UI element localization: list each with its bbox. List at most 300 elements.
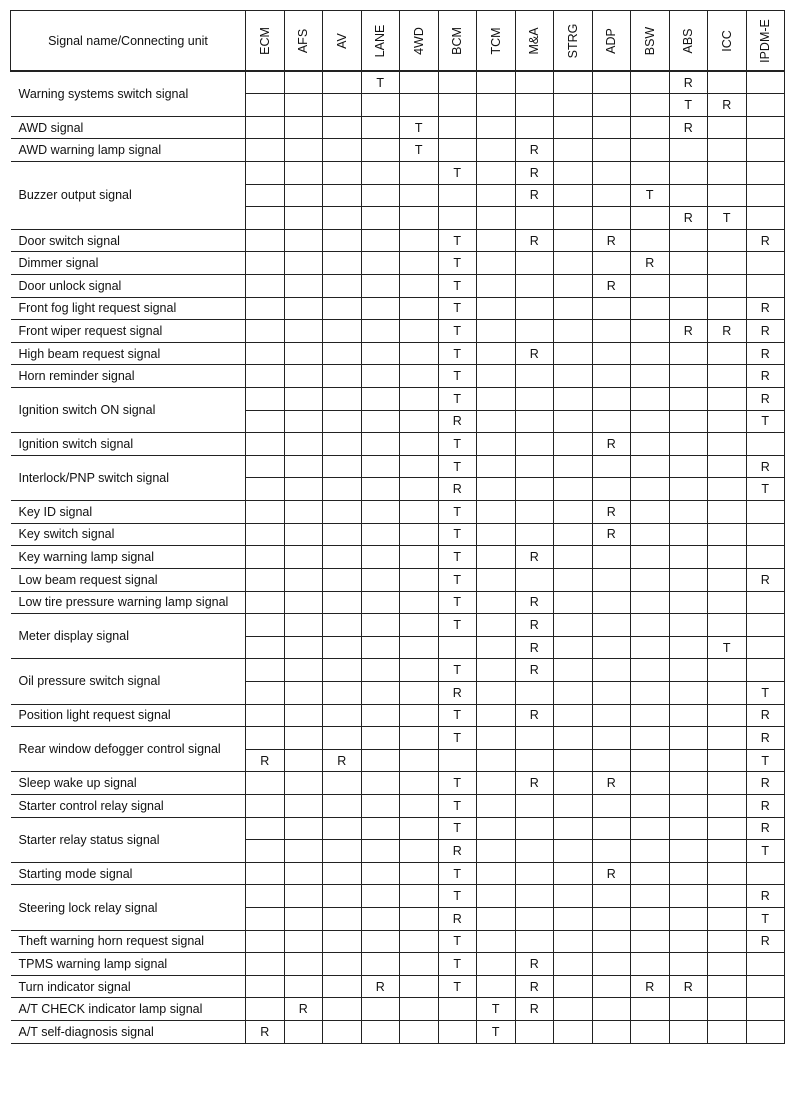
cell-icc: R <box>708 94 747 117</box>
cell-abs <box>669 546 708 569</box>
cell-tcm <box>477 274 516 297</box>
cell-bsw <box>631 365 670 388</box>
cell-adp: R <box>592 501 631 524</box>
cell-ecm <box>246 94 285 117</box>
signal-name-door-switch-signal: Door switch signal <box>11 229 246 252</box>
header-unit-label: ABS <box>681 27 696 54</box>
cell-tcm <box>477 930 516 953</box>
cell-manda <box>515 817 554 840</box>
cell-4wd <box>400 795 439 818</box>
cell-bsw <box>631 930 670 953</box>
header-unit-ipdm-e <box>746 11 785 72</box>
cell-icc <box>708 410 747 433</box>
cell-abs <box>669 501 708 524</box>
cell-bsw <box>631 591 670 614</box>
cell-ecm <box>246 953 285 976</box>
cell-av <box>323 614 362 637</box>
cell-afs <box>284 433 323 456</box>
cell-afs <box>284 297 323 320</box>
cell-ipdm-e: T <box>746 908 785 931</box>
cell-bsw <box>631 229 670 252</box>
cell-abs <box>669 727 708 750</box>
signal-name-high-beam-request-signal: High beam request signal <box>11 342 246 365</box>
signal-name-rear-window-defogger-control-signal: Rear window defogger control signal <box>11 727 246 772</box>
signal-name-starter-relay-status-signal: Starter relay status signal <box>11 817 246 862</box>
cell-bcm: T <box>438 591 477 614</box>
cell-bsw <box>631 546 670 569</box>
cell-ecm <box>246 704 285 727</box>
cell-ipdm-e: R <box>746 727 785 750</box>
cell-lane <box>361 184 400 207</box>
cell-manda <box>515 455 554 478</box>
cell-av <box>323 772 362 795</box>
table-row <box>11 862 785 885</box>
cell-abs <box>669 1021 708 1044</box>
signal-name-oil-pressure-switch-signal: Oil pressure switch signal <box>11 659 246 704</box>
cell-bcm: R <box>438 908 477 931</box>
cell-icc <box>708 614 747 637</box>
header-unit-abs <box>669 11 708 72</box>
signal-name-key-id-signal: Key ID signal <box>11 501 246 524</box>
cell-bsw <box>631 455 670 478</box>
cell-afs <box>284 365 323 388</box>
cell-bcm: T <box>438 320 477 343</box>
cell-bsw <box>631 342 670 365</box>
cell-adp <box>592 365 631 388</box>
cell-strg <box>554 953 593 976</box>
cell-adp <box>592 342 631 365</box>
cell-strg <box>554 568 593 591</box>
cell-ipdm-e: T <box>746 478 785 501</box>
cell-ipdm-e <box>746 274 785 297</box>
cell-adp <box>592 704 631 727</box>
cell-ipdm-e: R <box>746 772 785 795</box>
cell-tcm <box>477 659 516 682</box>
signal-name-door-unlock-signal: Door unlock signal <box>11 274 246 297</box>
cell-bsw <box>631 501 670 524</box>
cell-lane <box>361 161 400 184</box>
cell-ecm <box>246 908 285 931</box>
header-unit-label: LANE <box>373 24 388 57</box>
cell-ecm <box>246 207 285 230</box>
cell-strg <box>554 862 593 885</box>
cell-afs <box>284 681 323 704</box>
table-row <box>11 161 785 184</box>
cell-ecm <box>246 433 285 456</box>
cell-4wd: T <box>400 116 439 139</box>
cell-bcm: T <box>438 975 477 998</box>
cell-av <box>323 116 362 139</box>
cell-icc <box>708 817 747 840</box>
cell-ipdm-e: R <box>746 297 785 320</box>
cell-afs <box>284 410 323 433</box>
cell-lane <box>361 727 400 750</box>
cell-afs <box>284 727 323 750</box>
cell-afs <box>284 161 323 184</box>
cell-lane <box>361 252 400 275</box>
cell-afs <box>284 636 323 659</box>
cell-ecm <box>246 229 285 252</box>
cell-afs <box>284 953 323 976</box>
cell-adp <box>592 94 631 117</box>
cell-strg <box>554 636 593 659</box>
cell-afs <box>284 817 323 840</box>
cell-4wd <box>400 501 439 524</box>
table-row <box>11 71 785 94</box>
table-row <box>11 523 785 546</box>
cell-bcm <box>438 749 477 772</box>
cell-adp <box>592 297 631 320</box>
cell-afs <box>284 795 323 818</box>
cell-4wd <box>400 229 439 252</box>
cell-manda <box>515 930 554 953</box>
cell-av <box>323 184 362 207</box>
table-row <box>11 546 785 569</box>
cell-tcm <box>477 71 516 94</box>
cell-abs <box>669 523 708 546</box>
cell-4wd <box>400 161 439 184</box>
table-row <box>11 320 785 343</box>
cell-icc <box>708 252 747 275</box>
cell-ipdm-e <box>746 139 785 162</box>
cell-afs <box>284 342 323 365</box>
signal-connecting-unit-table-container <box>10 10 785 1044</box>
cell-lane <box>361 681 400 704</box>
cell-strg <box>554 998 593 1021</box>
cell-av <box>323 523 362 546</box>
signal-name-dimmer-signal: Dimmer signal <box>11 252 246 275</box>
signal-name-tpms-warning-lamp-signal: TPMS warning lamp signal <box>11 953 246 976</box>
cell-adp <box>592 161 631 184</box>
cell-abs <box>669 795 708 818</box>
cell-bsw <box>631 727 670 750</box>
cell-ipdm-e: T <box>746 840 785 863</box>
cell-adp <box>592 908 631 931</box>
table-row <box>11 342 785 365</box>
cell-ipdm-e: R <box>746 885 785 908</box>
cell-4wd <box>400 546 439 569</box>
cell-4wd <box>400 659 439 682</box>
cell-strg <box>554 229 593 252</box>
cell-strg <box>554 908 593 931</box>
table-row <box>11 659 785 682</box>
cell-afs <box>284 523 323 546</box>
cell-lane <box>361 795 400 818</box>
cell-bcm <box>438 116 477 139</box>
cell-afs <box>284 862 323 885</box>
header-unit-label: IPDM-E <box>758 18 773 63</box>
cell-lane: T <box>361 71 400 94</box>
cell-adp <box>592 659 631 682</box>
table-row <box>11 388 785 411</box>
cell-tcm <box>477 523 516 546</box>
header-unit-strg <box>554 11 593 72</box>
cell-ecm <box>246 862 285 885</box>
table-row <box>11 139 785 162</box>
cell-afs <box>284 659 323 682</box>
cell-afs <box>284 116 323 139</box>
cell-icc <box>708 116 747 139</box>
cell-ipdm-e <box>746 998 785 1021</box>
cell-icc <box>708 998 747 1021</box>
cell-av <box>323 862 362 885</box>
header-unit-ecm <box>246 11 285 72</box>
cell-4wd <box>400 772 439 795</box>
cell-strg <box>554 614 593 637</box>
cell-manda: R <box>515 591 554 614</box>
table-row <box>11 591 785 614</box>
signal-name-position-light-request-signal: Position light request signal <box>11 704 246 727</box>
cell-icc <box>708 727 747 750</box>
table-row <box>11 727 785 750</box>
cell-manda: R <box>515 139 554 162</box>
cell-av <box>323 433 362 456</box>
cell-bcm: T <box>438 727 477 750</box>
cell-ecm <box>246 342 285 365</box>
signal-name-a-t-check-indicator-lamp-signal: A/T CHECK indicator lamp signal <box>11 998 246 1021</box>
cell-bcm: R <box>438 840 477 863</box>
cell-manda: R <box>515 636 554 659</box>
cell-av <box>323 388 362 411</box>
cell-adp <box>592 546 631 569</box>
signal-name-starter-control-relay-signal: Starter control relay signal <box>11 795 246 818</box>
cell-lane <box>361 749 400 772</box>
cell-bcm: T <box>438 659 477 682</box>
cell-bsw <box>631 772 670 795</box>
cell-4wd <box>400 252 439 275</box>
cell-bcm: R <box>438 410 477 433</box>
cell-abs <box>669 342 708 365</box>
cell-abs <box>669 161 708 184</box>
cell-lane <box>361 207 400 230</box>
cell-icc <box>708 388 747 411</box>
cell-ecm <box>246 636 285 659</box>
cell-ecm <box>246 840 285 863</box>
cell-av <box>323 704 362 727</box>
cell-4wd <box>400 636 439 659</box>
cell-bcm: T <box>438 274 477 297</box>
cell-bsw <box>631 614 670 637</box>
cell-strg <box>554 704 593 727</box>
cell-afs <box>284 591 323 614</box>
cell-ipdm-e <box>746 184 785 207</box>
cell-tcm: T <box>477 998 516 1021</box>
cell-strg <box>554 116 593 139</box>
cell-ecm <box>246 410 285 433</box>
cell-tcm <box>477 975 516 998</box>
header-unit-label: M&A <box>527 26 542 55</box>
table-row <box>11 930 785 953</box>
cell-av <box>323 659 362 682</box>
cell-ecm <box>246 681 285 704</box>
cell-ecm <box>246 71 285 94</box>
cell-manda: R <box>515 184 554 207</box>
cell-bsw <box>631 410 670 433</box>
cell-bsw <box>631 139 670 162</box>
cell-abs <box>669 433 708 456</box>
cell-av <box>323 727 362 750</box>
cell-afs <box>284 1021 323 1044</box>
cell-adp <box>592 591 631 614</box>
cell-abs: R <box>669 975 708 998</box>
cell-adp <box>592 636 631 659</box>
header-unit-bcm <box>438 11 477 72</box>
cell-manda <box>515 908 554 931</box>
cell-abs <box>669 455 708 478</box>
cell-bcm <box>438 184 477 207</box>
cell-4wd <box>400 478 439 501</box>
cell-tcm <box>477 568 516 591</box>
cell-4wd <box>400 998 439 1021</box>
cell-av: R <box>323 749 362 772</box>
cell-tcm <box>477 749 516 772</box>
cell-4wd <box>400 591 439 614</box>
cell-ecm <box>246 455 285 478</box>
cell-abs <box>669 229 708 252</box>
cell-adp <box>592 681 631 704</box>
cell-tcm <box>477 342 516 365</box>
cell-bsw <box>631 953 670 976</box>
cell-manda <box>515 252 554 275</box>
cell-icc <box>708 523 747 546</box>
cell-adp <box>592 840 631 863</box>
header-unit-label: TCM <box>488 26 503 55</box>
cell-adp <box>592 207 631 230</box>
cell-afs <box>284 388 323 411</box>
table-row <box>11 885 785 908</box>
cell-tcm <box>477 636 516 659</box>
cell-bcm: T <box>438 252 477 275</box>
signal-name-low-tire-pressure-warning-lamp-signal: Low tire pressure warning lamp signal <box>11 591 246 614</box>
cell-av <box>323 455 362 478</box>
cell-lane <box>361 953 400 976</box>
cell-afs <box>284 71 323 94</box>
cell-adp <box>592 568 631 591</box>
cell-afs <box>284 885 323 908</box>
cell-icc <box>708 953 747 976</box>
cell-manda: R <box>515 161 554 184</box>
cell-abs <box>669 636 708 659</box>
cell-strg <box>554 840 593 863</box>
cell-strg <box>554 320 593 343</box>
signal-name-warning-systems-switch-signal: Warning systems switch signal <box>11 71 246 116</box>
cell-4wd <box>400 455 439 478</box>
cell-tcm <box>477 94 516 117</box>
cell-ecm <box>246 614 285 637</box>
cell-ipdm-e: R <box>746 388 785 411</box>
cell-av <box>323 342 362 365</box>
cell-ecm <box>246 501 285 524</box>
cell-strg <box>554 388 593 411</box>
cell-tcm <box>477 207 516 230</box>
cell-lane <box>361 116 400 139</box>
table-row <box>11 229 785 252</box>
cell-strg <box>554 546 593 569</box>
cell-tcm <box>477 840 516 863</box>
cell-av <box>323 94 362 117</box>
cell-bcm <box>438 139 477 162</box>
cell-bsw <box>631 636 670 659</box>
cell-4wd <box>400 94 439 117</box>
cell-adp <box>592 795 631 818</box>
cell-bsw <box>631 274 670 297</box>
cell-bcm: T <box>438 501 477 524</box>
cell-abs <box>669 252 708 275</box>
cell-4wd <box>400 523 439 546</box>
cell-strg <box>554 342 593 365</box>
cell-bsw <box>631 433 670 456</box>
cell-ipdm-e: R <box>746 229 785 252</box>
cell-icc <box>708 297 747 320</box>
cell-ecm <box>246 727 285 750</box>
cell-afs <box>284 478 323 501</box>
cell-adp <box>592 953 631 976</box>
signal-name-awd-signal: AWD signal <box>11 116 246 139</box>
cell-icc <box>708 71 747 94</box>
cell-afs <box>284 568 323 591</box>
cell-strg <box>554 795 593 818</box>
cell-4wd <box>400 681 439 704</box>
cell-lane: R <box>361 975 400 998</box>
cell-bsw <box>631 817 670 840</box>
cell-bsw: R <box>631 252 670 275</box>
cell-strg <box>554 139 593 162</box>
cell-bcm: T <box>438 953 477 976</box>
cell-afs <box>284 274 323 297</box>
header-unit-label: 4WD <box>411 26 426 55</box>
cell-bcm: T <box>438 388 477 411</box>
cell-abs <box>669 749 708 772</box>
cell-manda: R <box>515 229 554 252</box>
cell-ecm <box>246 817 285 840</box>
cell-4wd <box>400 184 439 207</box>
cell-4wd <box>400 840 439 863</box>
cell-adp: R <box>592 229 631 252</box>
cell-abs <box>669 817 708 840</box>
cell-tcm <box>477 614 516 637</box>
cell-tcm <box>477 817 516 840</box>
cell-icc <box>708 229 747 252</box>
cell-av <box>323 207 362 230</box>
cell-av <box>323 161 362 184</box>
cell-icc <box>708 568 747 591</box>
cell-adp <box>592 885 631 908</box>
cell-ipdm-e <box>746 862 785 885</box>
cell-manda: R <box>515 953 554 976</box>
cell-manda: R <box>515 546 554 569</box>
cell-icc: R <box>708 320 747 343</box>
cell-abs <box>669 840 708 863</box>
cell-bcm: T <box>438 704 477 727</box>
cell-icc <box>708 772 747 795</box>
signal-name-steering-lock-relay-signal: Steering lock relay signal <box>11 885 246 930</box>
cell-icc <box>708 1021 747 1044</box>
cell-tcm: T <box>477 1021 516 1044</box>
cell-av <box>323 274 362 297</box>
cell-bsw <box>631 885 670 908</box>
cell-strg <box>554 252 593 275</box>
cell-abs <box>669 139 708 162</box>
cell-av <box>323 229 362 252</box>
cell-lane <box>361 320 400 343</box>
cell-strg <box>554 274 593 297</box>
cell-av <box>323 365 362 388</box>
cell-bsw <box>631 704 670 727</box>
header-unit-label: AV <box>334 32 349 49</box>
cell-ecm <box>246 478 285 501</box>
cell-abs <box>669 998 708 1021</box>
cell-lane <box>361 523 400 546</box>
